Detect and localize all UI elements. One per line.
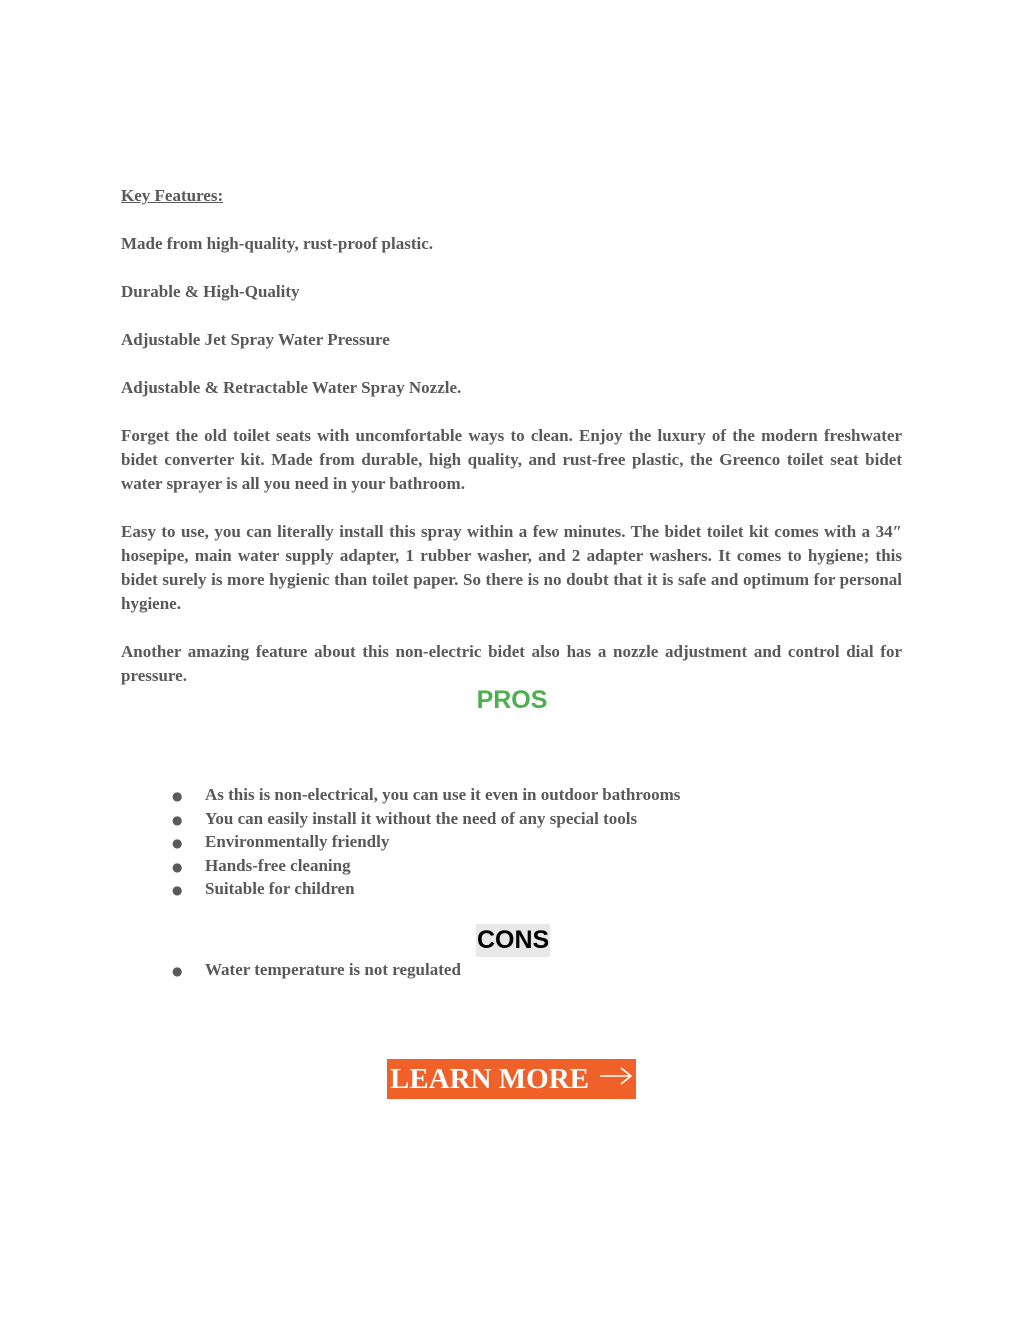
learn-more-label: LEARN MORE xyxy=(390,1063,589,1095)
bullet-icon: ● xyxy=(172,883,183,898)
list-item xyxy=(172,854,680,878)
cons-title: CONS xyxy=(476,924,550,957)
list-item xyxy=(172,877,680,901)
feature-item: Made from high-quality, rust-proof plastic. xyxy=(121,234,433,253)
cons-list xyxy=(172,958,461,983)
list-item xyxy=(172,830,680,854)
list-item xyxy=(172,807,680,831)
pros-title: PROS xyxy=(476,686,548,714)
pros-item-text: Environmentally friendly xyxy=(205,832,390,852)
bullet-icon: ● xyxy=(172,836,183,851)
bullet-icon: ● xyxy=(172,789,183,803)
description-paragraph: Another amazing feature about this non-electric bidet also has a nozzle adjustment and control dial for pressure. xyxy=(121,642,902,685)
pros-item-text: Hands-free cleaning xyxy=(205,855,351,875)
key-features-heading: Key Features: xyxy=(121,186,224,205)
cons-item-text: Water temperature is not regulated xyxy=(205,960,461,979)
list-item xyxy=(172,783,680,807)
feature-item: Durable & High-Quality xyxy=(121,282,300,301)
description-paragraph: Easy to use, you can literally install this spray within a few minutes. The bidet toilet kit comes with a 34″ hosepipe, main water supply adapter, 1 rubber washer, and 2 adapter washers. It comes to hygiene; this bidet surely is more hygienic than toilet paper. So there is no doubt that it is safe and optimum for personal hygiene. xyxy=(121,522,902,613)
pros-item-text: You can easily install it without the need of any special tools xyxy=(205,808,638,828)
feature-item: Adjustable Jet Spray Water Pressure xyxy=(121,330,390,349)
bullet-icon: ● xyxy=(172,812,183,827)
description-paragraph: Forget the old toilet seats with uncomfortable ways to clean. Enjoy the luxury of the modern freshwater bidet converter kit. Made from durable, high quality, and rust-free plastic, the Greenco toilet seat bidet water sprayer is all you need in your bathroom. xyxy=(121,426,902,493)
pros-list xyxy=(172,783,680,901)
learn-more-button[interactable] xyxy=(387,1059,636,1099)
arrow-right-icon xyxy=(599,1063,633,1087)
pros-item-text: Suitable for children xyxy=(205,879,355,899)
feature-item: Adjustable & Retractable Water Spray Nozzle. xyxy=(121,378,462,397)
key-features-section xyxy=(121,184,902,688)
list-item xyxy=(172,958,461,983)
pros-item-text: As this is non-electrical, you can use it even in outdoor bathrooms xyxy=(205,785,681,804)
bullet-icon: ● xyxy=(172,859,183,874)
bullet-icon: ● xyxy=(172,964,183,978)
